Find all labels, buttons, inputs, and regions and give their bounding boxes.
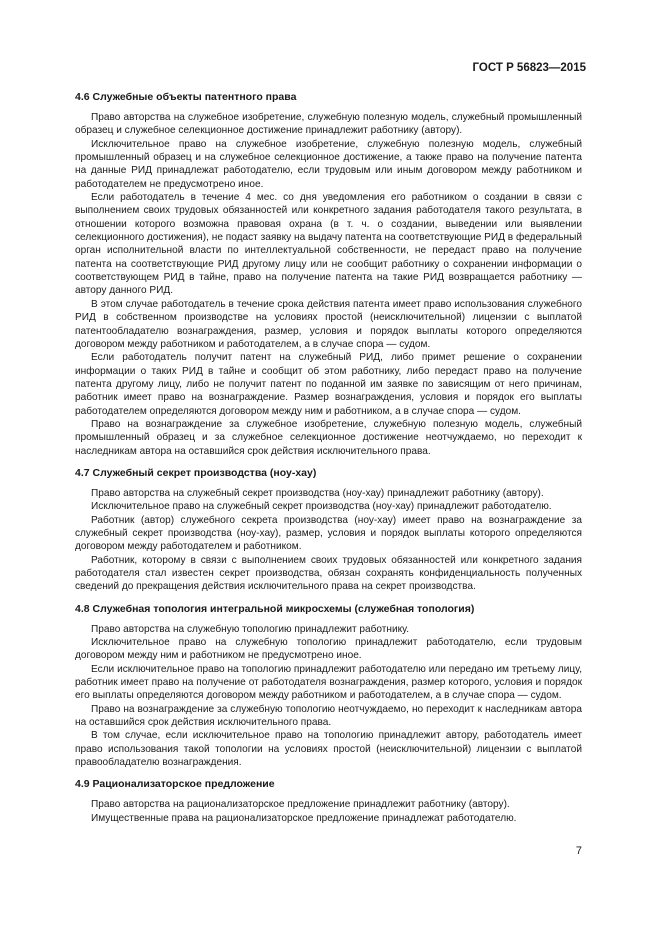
paragraph: В этом случае работодатель в течение срока действия патента имеет право использования служебного РИД в собственном производстве на условиях простой (неисключительной) лицензии с выплатой патентообладателю вознаграждения, размер, условия и порядок выплаты которого определяются договором между работником и работодателем, а в случае спора — судом. [75, 298, 582, 350]
section-4-6 [75, 91, 582, 458]
paragraph: Имущественные права на рационализаторское предложение принадлежат работодателю. [91, 812, 517, 824]
section-title: 4.8 Служебная топология интегральной микросхемы (служебная топология) [75, 602, 475, 615]
paragraph: Право авторства на служебный секрет производства (ноу-хау) принадлежит работнику (автору). [91, 487, 544, 499]
section-title: 4.6 Служебные объекты патентного права [75, 91, 297, 103]
section-4-7 [75, 467, 582, 594]
paragraph: В том случае, если исключительное право на топологию принадлежит автору, работодатель имеет право использования такой топологии на условиях простой (неисключительной) лицензии с выплатой правообладателю вознаграждения. [75, 730, 582, 769]
paragraph: Работник (автор) служебного секрета производства (ноу-хау) имеет право на вознаграждение за служебный секрет производства (ноу-хау), размер, условия и порядок выплаты которого определяются договором между работодателем и работником. [75, 514, 582, 553]
paragraph: Работник, которому в связи с выполнением своих трудовых обязанностей или конкретного задания работодателя стал известен секрет производства, обязан сохранять конфиденциальность полученных сведений до прекращения действия исключительного права на секрет производства. [75, 554, 582, 593]
paragraph: Если работодатель получит патент на служебный РИД, либо примет решение о сохранении информации о таких РИД в тайне и сообщит об этом работнику, либо передаст право на получение патента другому лицу, либо не получит патент по поданной им заявке по зависящим от него причинам, работник имеет право на вознаграждение. Размер вознаграждения, условия и порядок его выплаты работодателем определяются договором между ним и работником, а в случае спора — судом. [75, 352, 582, 417]
paragraph: Право авторства на рационализаторское предложение принадлежит работнику (автору). [91, 799, 510, 811]
section-title: 4.9 Рационализаторское предложение [75, 778, 275, 791]
paragraph: Право на вознаграждение за служебное изобретение, служебную полезную модель, служебный промышленный образец и за служебное селекционное достижение неотчуждаемо, но переходит к наследникам автора на оставшийся срок действия исключительного права. [75, 418, 582, 457]
paragraph: Право авторства на служебное изобретение, служебную полезную модель, служебный промышленный образец и служебное селекционное достижение принадлежит работнику (автору). [75, 112, 582, 137]
paragraph: Исключительное право на служебную топологию принадлежит работодателю, если трудовым договором между ним и работником не предусмотрено иное. [75, 637, 582, 662]
section-title: 4.7 Служебный секрет производства (ноу-хау) [75, 466, 317, 479]
section-4-8 [75, 603, 582, 770]
section-4-9 [75, 778, 582, 825]
document-header: ГОСТ Р 56823—2015 [472, 62, 586, 74]
paragraph: Исключительное право на служебный секрет производства (ноу-хау) принадлежит работодателю. [91, 501, 552, 513]
paragraph: Если исключительное право на топологию принадлежит работодателю или передано им третьему лицу, работник имеет право на получение от работодателя вознаграждения, размер которого, условия и порядок его выплаты определяются договором между работником и работодателем, а в случае спора — судом. [75, 663, 582, 702]
paragraph: Если работодатель в течение 4 мес. со дня уведомления его работником о создании в связи с выполнением своих трудовых обязанностей или конкретного задания работодателя такого результата, в отношении которого возможна правовая охрана (в т. ч. о создании, выведении или выявлении селекционного достижения), не подаст заявку на выдачу патента на соответствующие РИД в федеральный орган исполнительной власти по интеллектуальной собственности, не передаст право на получение патента на соответствующие РИД другому лицу или не сообщит работнику о сохранении информации о соответствующем РИД в тайне, право на получение патента на такие РИД возвращается работнику — автору данного РИД. [75, 192, 582, 297]
paragraph: Право на вознаграждение за служебную топологию неотчуждаемо, но переходит к наследникам автора на оставшийся срок действия исключительного права. [75, 703, 582, 729]
page-number: 7 [575, 845, 582, 857]
paragraph: Исключительное право на служебное изобретение, служебную полезную модель, служебный промышленный образец и на служебное селекционное достижение, а также право на получение патента на данные РИД принадлежат работодателю, если трудовым или иным договором между работником и работодателем не предусмотрено иное. [75, 138, 582, 190]
document-body [75, 91, 582, 834]
paragraph: Право авторства на служебную топологию принадлежит работнику. [91, 623, 409, 635]
